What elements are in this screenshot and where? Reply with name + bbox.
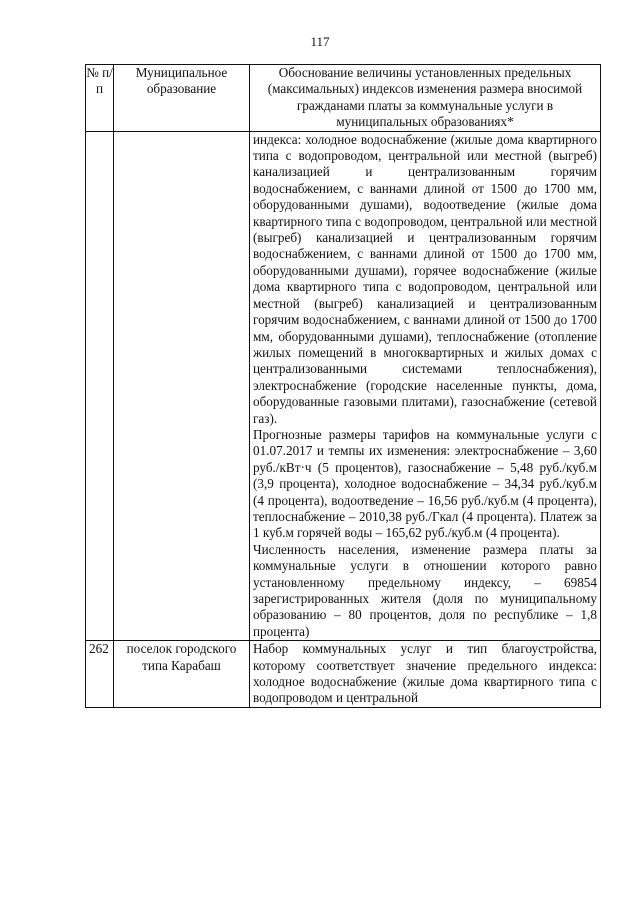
justification-paragraph: Набор коммунальных услуг и тип благоустройства, которому соответствует значение предельного индекса: холодное водоснабжение (жилые дома квартирного типа с водопроводом и центральной bbox=[253, 641, 597, 706]
justification-paragraph: Численность населения, изменение размера платы за коммунальные услуги в отношении которого равно установленному предельному индексу, – 69854 зарегистрированных жителя (доля по муниципальному образованию – 80 процентов, доля по республике – 1,8 процента) bbox=[253, 541, 597, 639]
row-number: 262 bbox=[86, 641, 114, 708]
table-row bbox=[86, 131, 601, 641]
justification-paragraph: индекса: холодное водоснабжение (жилые дома квартирного типа с водопроводом, центральной или местной (выгреб) канализацией и централизованным горячим водоснабжением, с ваннами длиной от 1500 до 1700 мм, оборудованными душами), водоотведение (жилые дома квартирного типа с водопроводом, центральной или местной (выгреб) канализацией и централизованным горячим водоснабжением, с ваннами длиной от 1500 до 1700 мм, оборудованными душами), горячее водоснабжение (жилые дома квартирного типа с водопроводом, центральной или местной (выгреб) канализацией и централизованным горячим водоснабжением, с ваннами длиной от 1500 до 1700 мм, оборудованными душами), теплоснабжение (отопление жилых помещений в многоквартирных и жилых домах с централизованными системами теплоснабжения), электроснабжение (городские населенные пункты, дома, оборудованные газовыми плитами), газоснабжение (сетевой газ). bbox=[253, 131, 597, 426]
header-municipality: Муниципальное образование bbox=[114, 65, 250, 132]
header-justification: Обоснование величины установленных предельных (максимальных) индексов изменения размера вносимой гражданами платы за коммунальные услуги в муниципальных образованиях* bbox=[250, 65, 601, 132]
row-number bbox=[86, 131, 114, 641]
table-row bbox=[86, 641, 601, 708]
page-number: 117 bbox=[310, 34, 330, 49]
row-municipality: поселок городского типа Карабаш bbox=[114, 641, 250, 708]
table-header-row bbox=[86, 65, 601, 132]
header-number: № п/п bbox=[86, 65, 114, 132]
row-municipality bbox=[114, 131, 250, 641]
row-justification bbox=[250, 131, 601, 641]
row-justification bbox=[250, 641, 601, 708]
justification-paragraph: Прогнозные размеры тарифов на коммунальные услуги с 01.07.2017 и темпы их изменения: электроснабжение – 3,60 руб./кВт·ч (5 процентов), газоснабжение – 5,48 руб./куб.м (3,9 процента), холодное водоснабжение – 34,34 руб./куб.м (4 процента), водоотведение – 16,56 руб./куб.м (4 процента), теплоснабжение – 2010,38 руб./Гкал (4 процента). Платеж за 1 куб.м горячей воды – 165,62 руб./куб.м (4 процента). bbox=[253, 426, 597, 541]
municipal-index-table bbox=[85, 64, 601, 708]
